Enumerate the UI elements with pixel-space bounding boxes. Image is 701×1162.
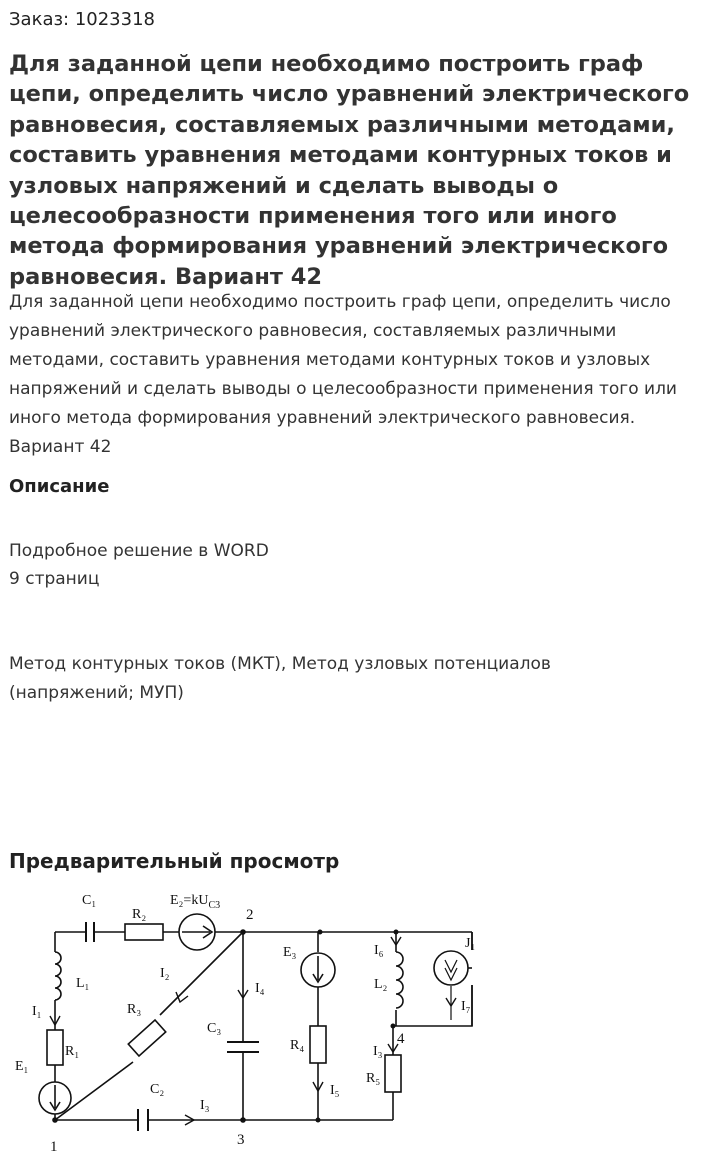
- label-e3: E₃: [283, 945, 297, 960]
- summary-text: Для заданной цепи необходимо построить граф цепи, определить число уравнений электрического равновесия, составляемых различными методами, составить уравнения методами контурных токов и узловых напряжений и сделать выводы о целесообразности применения того или иного метода формирования уравнений электрического равновесия. Вариант 42: [9, 292, 677, 457]
- description-format: Подробное решение в WORD: [9, 541, 269, 561]
- label-r4: R₄: [290, 1038, 305, 1053]
- source-e2: [179, 914, 215, 950]
- label-node2: 2: [246, 907, 254, 923]
- label-node3: 3: [237, 1132, 245, 1148]
- resistor-r4: [310, 1026, 326, 1063]
- label-c3: C₃: [207, 1021, 222, 1036]
- label-c1: C₁: [82, 893, 97, 908]
- label-i5: I₅: [330, 1083, 340, 1098]
- description-pages: 9 страниц: [9, 569, 100, 589]
- label-i7: I₇: [461, 999, 471, 1014]
- label-r3: R₃: [127, 1002, 142, 1017]
- label-r5: R₅: [366, 1071, 381, 1086]
- capacitor-c2: [138, 1109, 148, 1131]
- resistor-r1: [47, 1030, 63, 1065]
- source-e1: [39, 1082, 71, 1114]
- inductor-l2: [396, 952, 403, 1008]
- capacitor-c3: [227, 1042, 259, 1052]
- capacitor-c1: [86, 922, 94, 942]
- label-r1: R₁: [65, 1044, 80, 1059]
- circuit-preview: [0, 880, 701, 1162]
- inductor-l1: [55, 952, 61, 1000]
- label-l2: L₂: [374, 977, 388, 992]
- description-heading: Описание: [9, 476, 110, 497]
- label-c2: C₂: [150, 1082, 165, 1097]
- label-node4: 4: [397, 1031, 405, 1047]
- description-methods-2: (напряжений; МУП): [9, 683, 184, 703]
- label-i3-bottom: I₃: [200, 1098, 210, 1113]
- label-r2: R₂: [132, 907, 147, 922]
- description-methods-1: Метод контурных токов (МКТ), Метод узловых потенциалов: [9, 654, 551, 674]
- label-i4: I₄: [255, 981, 265, 996]
- label-e2: $E_2=kU_{C3}$: [170, 893, 221, 911]
- label-j1: J₁: [465, 936, 476, 951]
- label-i6: I₆: [374, 943, 384, 958]
- source-e3: [301, 953, 335, 987]
- label-e1: E₁: [15, 1059, 29, 1074]
- source-j1: [434, 951, 468, 985]
- preview-heading: Предварительный просмотр: [9, 849, 340, 873]
- order-number: Заказ: 1023318: [9, 9, 155, 30]
- label-i3: I₃: [373, 1044, 383, 1059]
- resistor-r2: [125, 924, 163, 940]
- label-i2: I₂: [160, 966, 170, 981]
- label-i1: I₁: [32, 1004, 42, 1019]
- label-node1: 1: [50, 1139, 58, 1155]
- label-l1: L₁: [76, 976, 90, 991]
- resistor-r3: [128, 1020, 165, 1056]
- page-title: Для заданной цепи необходимо построить граф цепи, определить число уравнений электрического равновесия, составляемых различными методами, составить уравнения методами контурных токов и узловых напряжений и сделать выводы о целесообразности применения того или иного метода формирования уравнений электрического равновесия. Вариант 42: [9, 51, 690, 290]
- resistor-r5: [385, 1055, 401, 1092]
